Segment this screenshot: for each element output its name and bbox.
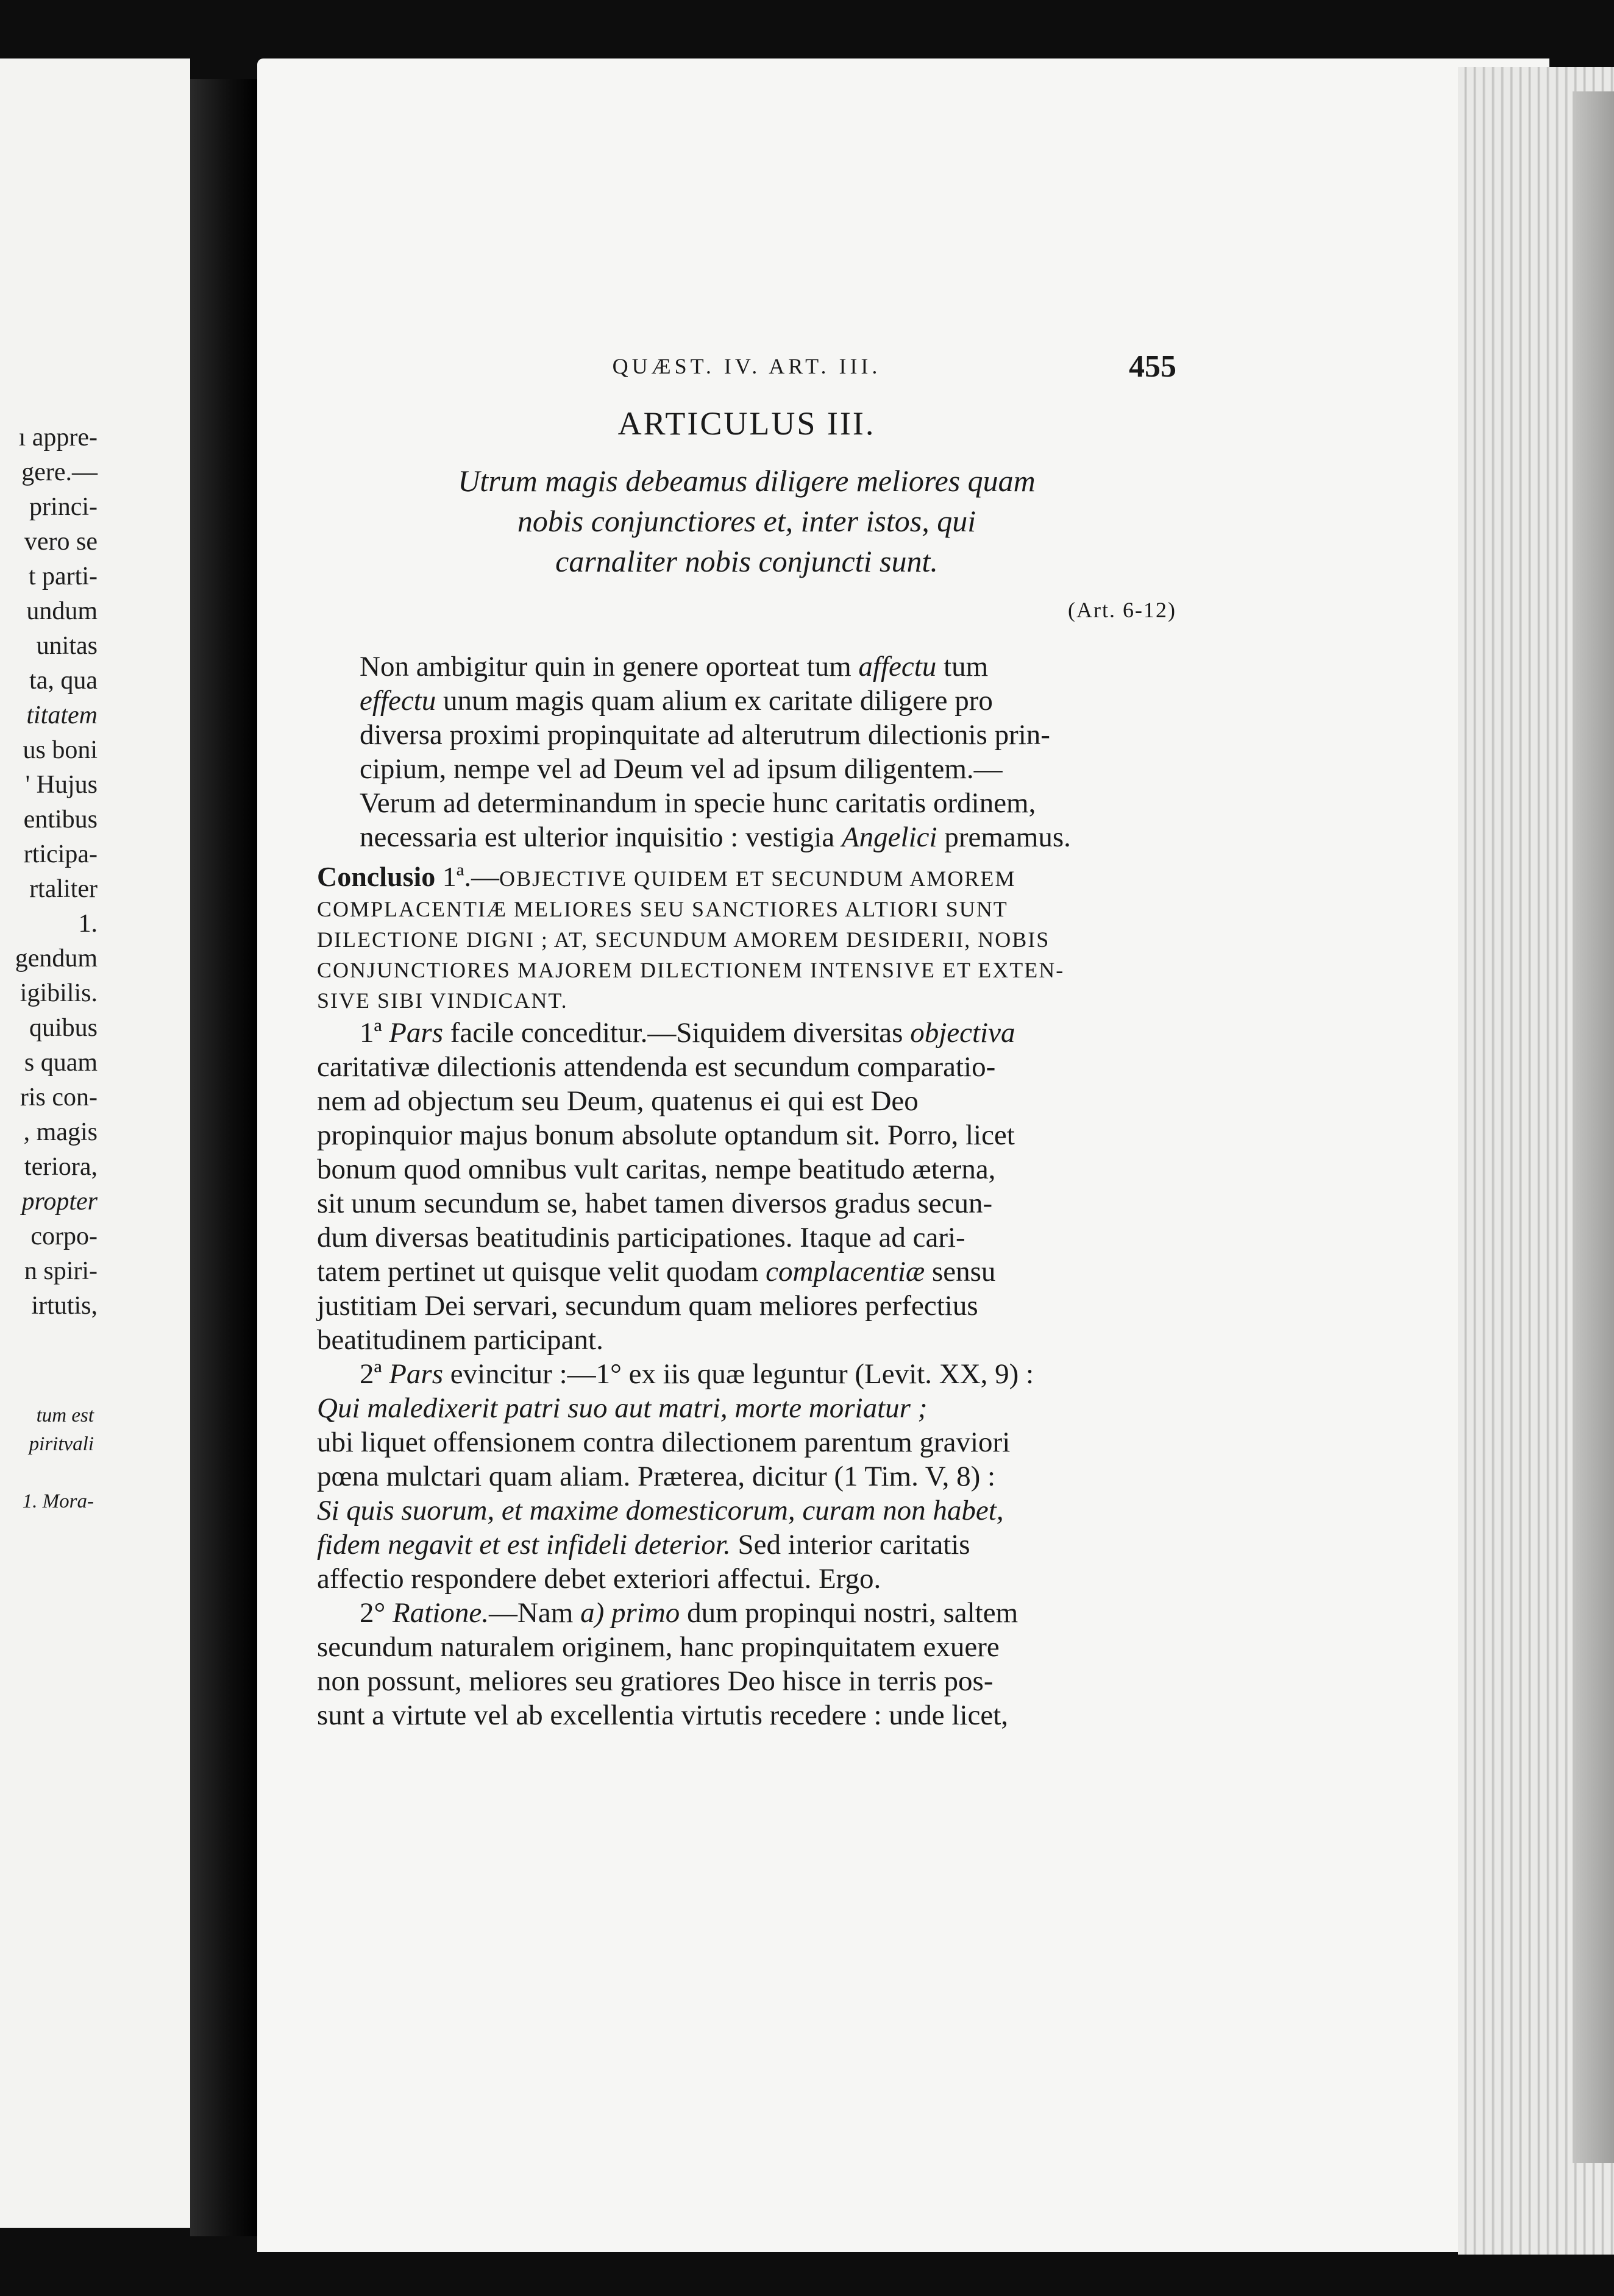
text-segment: Sed interior caritatis	[730, 1529, 970, 1561]
text-segment: 1ª	[360, 1017, 389, 1049]
left-page-line: ta, qua	[29, 667, 98, 695]
text-segment: affectu	[858, 651, 937, 682]
conclusio-line: CONJUNCTIORES MAJOREM DILECTIONEM INTENSIVE ET EXTEN-	[317, 958, 1065, 982]
left-page-text	[0, 420, 98, 1323]
pars-1-line	[317, 1289, 1176, 1323]
left-page-line: undum	[26, 597, 98, 625]
text-segment: pœna mulctari quam aliam. Præterea, dicitur (1 Tim. V, 8) :	[317, 1461, 996, 1492]
left-page-footnote-line: piritvali	[29, 1433, 94, 1455]
conclusio-line: DILECTIONE DIGNI ; AT, SECUNDUM AMOREM DESIDERII, NOBIS	[317, 927, 1050, 952]
text-segment: dum propinqui nostri, saltem	[680, 1597, 1019, 1629]
pars-1-line	[317, 1221, 1176, 1255]
left-page-line: propter	[21, 1188, 98, 1216]
left-page-line: us boni	[23, 736, 98, 764]
left-page-line: t parti-	[28, 562, 98, 590]
cross-reference: (Art. 6-12)	[1068, 598, 1176, 622]
text-segment: cipium, nempe vel ad Deum vel ad ipsum diligentem.—	[360, 753, 1003, 785]
question-line: carnaliter nobis conjuncti sunt.	[555, 544, 938, 578]
pars-1-line	[317, 1255, 1176, 1289]
pars-1-line	[317, 1118, 1176, 1152]
left-page-line: quibus	[29, 1014, 98, 1042]
text-segment: Ratione.	[393, 1597, 489, 1629]
text-segment: 2°	[360, 1597, 393, 1629]
text-segment: bonum quod omnibus vult caritas, nempe beatitudo æterna,	[317, 1153, 996, 1185]
left-page-footnote-line: tum est	[36, 1405, 94, 1426]
conclusio-line: OBJECTIVE QUIDEM ET SECUNDUM AMOREM	[499, 866, 1016, 891]
left-page-line: gendum	[15, 944, 98, 973]
left-page-line: ' Hujus	[25, 771, 98, 799]
pars-2-paragraph	[317, 1357, 1176, 1596]
text-segment: premamus.	[937, 821, 1071, 853]
text-segment: necessaria est ulterior inquisitio : vestigia	[360, 821, 842, 853]
text-segment: justitiam Dei servari, secundum quam meliores perfectius	[317, 1290, 978, 1322]
text-segment: Si quis suorum, et maxime domesticorum, curam non habet,	[317, 1495, 1004, 1526]
left-page-footnotes	[0, 1401, 94, 1516]
text-segment: affectio respondere debet exteriori affectui. Ergo.	[317, 1563, 881, 1595]
text-segment: Qui maledixerit patri suo aut matri, morte moriatur ;	[317, 1392, 928, 1424]
intro-line	[317, 684, 1176, 718]
page-number: 455	[1129, 349, 1176, 384]
intro-line	[317, 820, 1176, 854]
pars-1-line	[317, 1323, 1176, 1357]
pars-1-line	[317, 1016, 1176, 1050]
article-heading: ARTICULUS III.	[617, 405, 876, 442]
book-gutter	[190, 79, 257, 2236]
intro-line	[317, 650, 1176, 684]
pars-2-line	[317, 1391, 1176, 1425]
text-segment: objectiva	[910, 1017, 1015, 1049]
text-segment: complacentiæ	[766, 1256, 925, 1288]
conclusio-label: Conclusio	[317, 861, 436, 892]
text-segment: fidem negavit et est infideli deterior.	[317, 1529, 731, 1561]
left-page-line: unitas	[36, 632, 98, 660]
text-segment: Angelici	[841, 821, 937, 853]
left-page-line: entibus	[23, 806, 98, 834]
running-head	[317, 349, 1176, 396]
left-page-line: s quam	[24, 1049, 98, 1077]
text-segment: diversa proximi propinquitate ad alterutrum dilectionis prin-	[360, 719, 1050, 751]
left-page-line: igibilis.	[20, 979, 98, 1007]
left-page-line: n spiri-	[24, 1257, 98, 1285]
ratione-line	[317, 1596, 1176, 1630]
left-page-footnote-line	[0, 1459, 94, 1487]
text-segment: Pars	[389, 1017, 444, 1049]
text-segment: non possunt, meliores seu gratiores Deo hisce in terris pos-	[317, 1665, 994, 1697]
left-page-line: , magis	[23, 1118, 98, 1146]
ratione-paragraph	[317, 1596, 1176, 1732]
article-question	[317, 461, 1176, 581]
text-segment: propinquior majus bonum absolute optandum sit. Porro, licet	[317, 1119, 1015, 1151]
intro-line	[317, 786, 1176, 820]
text-segment: nem ad objectum seu Deum, quatenus ei qui est Deo	[317, 1085, 919, 1117]
pars-2-line	[317, 1528, 1176, 1562]
text-segment: sit unum secundum se, habet tamen diversos gradus secun-	[317, 1188, 993, 1219]
left-page-line: gere.—	[21, 458, 98, 486]
conclusio-paragraph	[317, 862, 1176, 1016]
conclusio-line: SIVE SIBI VINDICANT.	[317, 988, 568, 1013]
left-page-line: rticipa-	[23, 840, 98, 868]
text-segment: Pars	[389, 1358, 444, 1390]
pars-1-paragraph	[317, 1016, 1176, 1357]
text-segment: beatitudinem participant.	[317, 1324, 603, 1356]
text-segment: sensu	[925, 1256, 996, 1288]
text-segment: ubi liquet offensionem contra dilectionem parentum graviori	[317, 1426, 1011, 1458]
pars-1-line	[317, 1152, 1176, 1186]
pars-2-line	[317, 1493, 1176, 1528]
text-segment: —Nam	[488, 1597, 581, 1629]
conclusio-line: COMPLACENTIÆ MELIORES SEU SANCTIORES ALTIORI SUNT	[317, 897, 1008, 921]
ratione-line	[317, 1664, 1176, 1698]
text-segment: 2ª	[360, 1358, 389, 1390]
text-segment: tum	[936, 651, 989, 682]
ratione-line	[317, 1698, 1176, 1732]
page-edges-shadow	[1573, 91, 1614, 2163]
text-segment: effectu	[360, 685, 436, 717]
intro-paragraph	[317, 650, 1176, 854]
left-page-line: titatem	[26, 701, 98, 729]
text-segment: tatem pertinet ut quisque velit quodam	[317, 1256, 766, 1288]
text-segment: Non ambigitur quin in genere oporteat tum	[360, 651, 859, 682]
text-segment: Verum ad determinandum in specie hunc caritatis ordinem,	[360, 787, 1036, 819]
left-page-line: vero se	[24, 528, 98, 556]
pars-1-line	[317, 1186, 1176, 1221]
ratione-line	[317, 1630, 1176, 1664]
left-page-line: ı appre-	[18, 423, 98, 452]
conclusio-number: 1ª.—	[435, 861, 499, 892]
pars-1-line	[317, 1084, 1176, 1118]
pars-2-line	[317, 1562, 1176, 1596]
text-segment: secundum naturalem originem, hanc propinquitatem exuere	[317, 1631, 1000, 1663]
text-segment: sunt a virtute vel ab excellentia virtutis recedere : unde licet,	[317, 1699, 1009, 1731]
question-line: nobis conjunctiores et, inter istos, qui	[517, 504, 976, 538]
intro-line	[317, 718, 1176, 752]
left-page-line: 1.	[78, 910, 98, 938]
running-title: QUÆST. IV. ART. III.	[612, 354, 881, 378]
pars-2-line	[317, 1357, 1176, 1391]
left-page-footnote-line: 1. Mora-	[22, 1490, 94, 1512]
left-page-line: teriora,	[24, 1153, 98, 1181]
pars-1-line	[317, 1050, 1176, 1084]
intro-line	[317, 752, 1176, 786]
text-segment: dum diversas beatitudinis participationes. Itaque ad cari-	[317, 1222, 965, 1253]
pars-2-line	[317, 1459, 1176, 1493]
left-page-line: irtutis,	[31, 1292, 98, 1320]
pars-2-line	[317, 1425, 1176, 1459]
text-segment: facile conceditur.—Siquidem diversitas	[443, 1017, 911, 1049]
question-line: Utrum magis debeamus diligere meliores quam	[458, 464, 1036, 498]
left-page-line: princi-	[29, 493, 98, 521]
text-segment: unum magis quam alium ex caritate diligere pro	[436, 685, 993, 717]
left-page-line: corpo-	[30, 1222, 98, 1250]
text-segment: evincitur :—1° ex iis quæ leguntur (Levit. XX, 9) :	[443, 1358, 1034, 1390]
page-content	[317, 349, 1176, 1732]
text-segment: caritativæ dilectionis attendenda est secundum comparatio-	[317, 1051, 996, 1083]
left-page-line: rtaliter	[29, 875, 98, 903]
left-page-line: ris con-	[20, 1083, 98, 1111]
text-segment: a) primo	[580, 1597, 680, 1629]
